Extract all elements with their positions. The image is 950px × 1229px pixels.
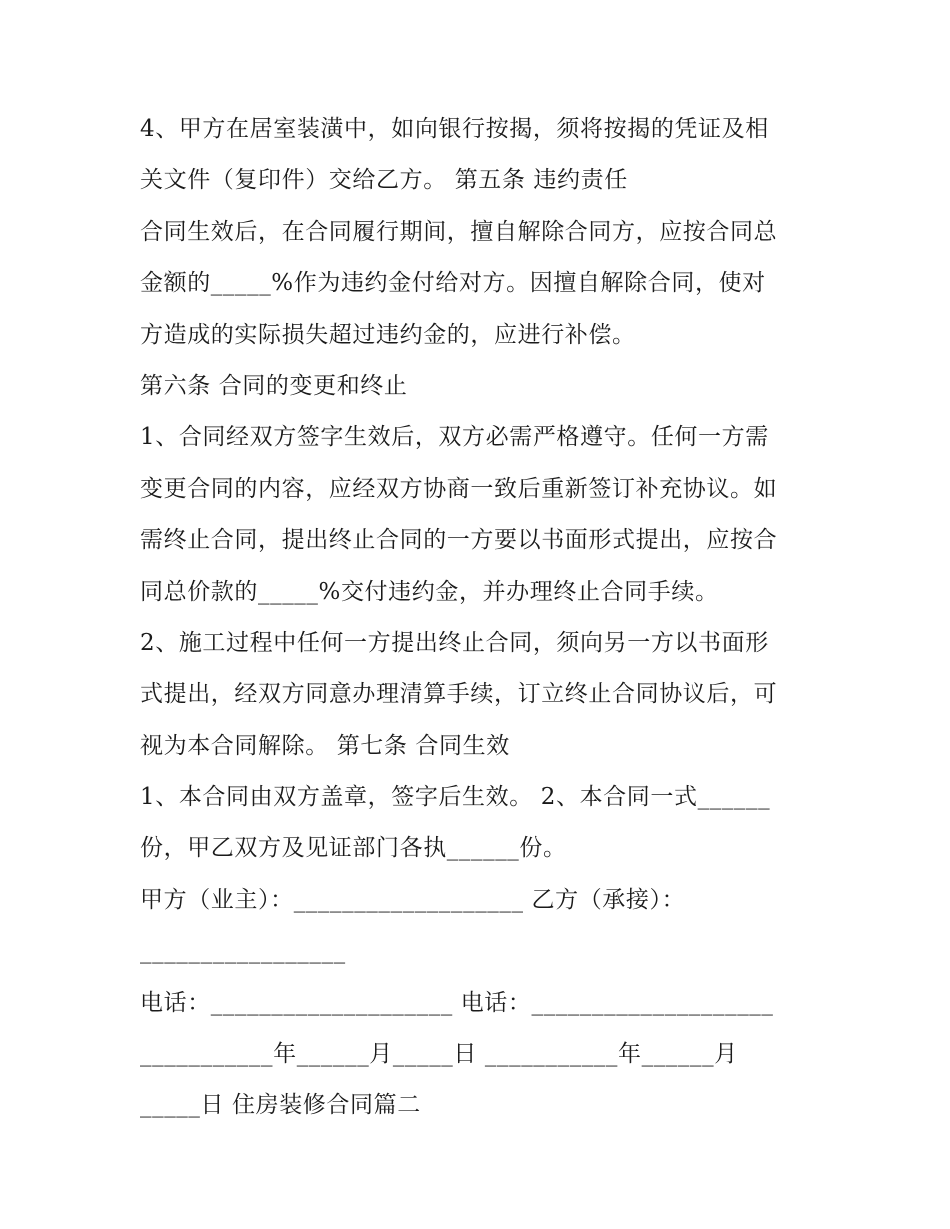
date-line: ___________年______月_____日 ___________年______月: [140, 1041, 738, 1068]
text-line: 关文件（复印件）交给乙方。 第五条 违约责任: [140, 167, 628, 194]
text-line: 变更合同的内容，应经双方协商一致后重新签订补充协议。如: [140, 475, 778, 502]
date-line: _____日 住房装修合同篇二: [140, 1092, 421, 1119]
text-line: 视为本合同解除。 第七条 合同生效: [140, 732, 510, 759]
text-line: 金额的_____%作为违约金付给对方。因擅自解除合同，使对: [140, 270, 766, 297]
text-line: 2、施工过程中任何一方提出终止合同，须向另一方以书面形: [140, 629, 769, 656]
signature-line: 甲方（业主）：___________________ 乙方（承接）：: [140, 886, 686, 913]
text-line: 方造成的实际损失超过违约金的，应进行补偿。: [140, 321, 636, 348]
signature-line: _________________: [140, 938, 346, 965]
text-line: 式提出，经双方同意办理清算手续，订立终止合同协议后，可: [140, 681, 778, 708]
text-line: 4、甲方在居室装潢中，如向银行按揭，须将按揭的凭证及相: [140, 116, 769, 142]
document-body: [140, 104, 820, 1132]
phone-line: 电话：____________________ 电话：____________________: [140, 989, 774, 1016]
section-heading: 第六条 合同的变更和终止: [140, 372, 408, 399]
text-line: 同总价款的_____%交付违约金，并办理终止合同手续。: [140, 578, 719, 605]
text-line: 1、合同经双方签字生效后，双方必需严格遵守。任何一方需: [140, 424, 769, 451]
text-line: 份，甲乙双方及见证部门各执______份。: [140, 835, 567, 862]
text-line: 合同生效后，在合同履行期间，擅自解除合同方，应按合同总: [140, 218, 778, 245]
text-line: 需终止合同，提出终止合同的一方要以书面形式提出，应按合: [140, 527, 778, 554]
text-line: 1、本合同由双方盖章，签字后生效。 2、本合同一式______: [140, 784, 771, 811]
